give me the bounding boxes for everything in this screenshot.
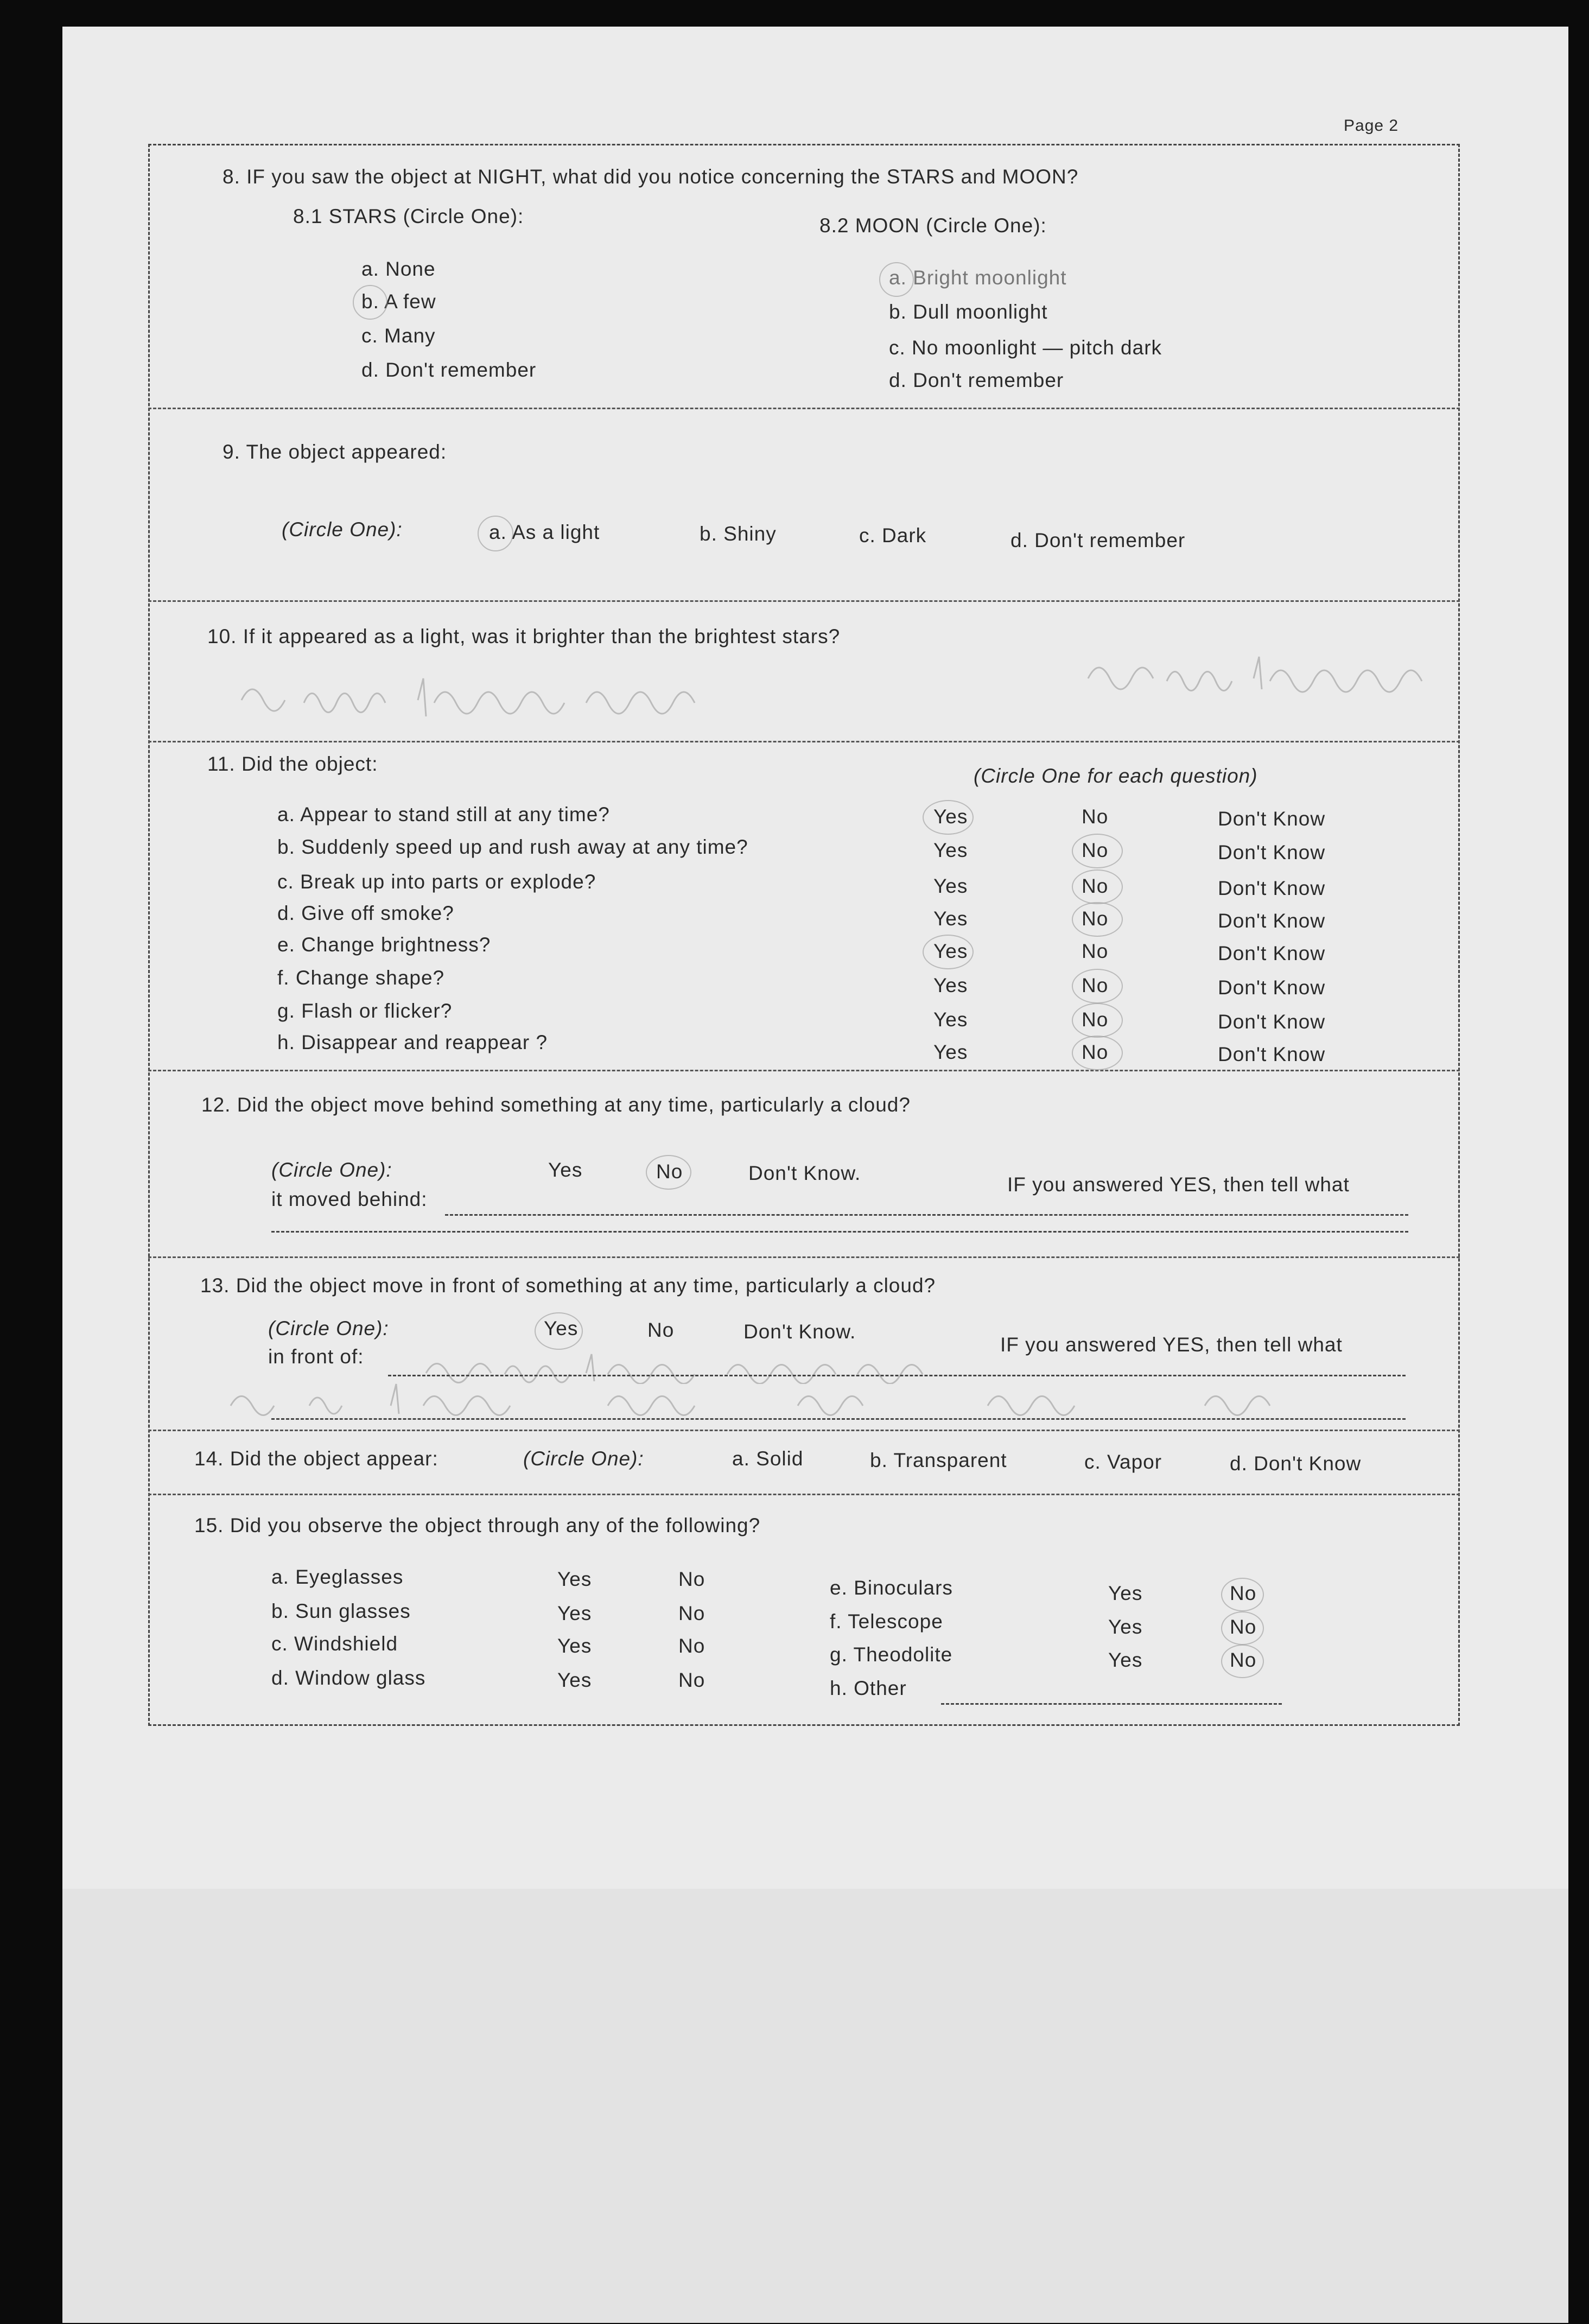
q11-no[interactable]: No: [1082, 1008, 1109, 1031]
q11-no[interactable]: No: [1082, 805, 1109, 828]
q11-dont-know[interactable]: Don't Know: [1218, 942, 1326, 964]
q15-yes[interactable]: Yes: [1108, 1582, 1143, 1604]
q8-moon-label: 8.2 MOON (Circle One):: [819, 214, 1047, 237]
q13-front-label: in front of:: [268, 1345, 364, 1368]
q11-no[interactable]: No: [1082, 940, 1109, 962]
q15-no[interactable]: No: [678, 1669, 705, 1691]
q13-answer-line[interactable]: [388, 1375, 1406, 1376]
q8-moon-option[interactable]: b. Dull moonlight: [889, 301, 1048, 323]
q13-no[interactable]: No: [647, 1319, 675, 1341]
q12-title: 12. Did the object move behind something at any time, particularly a cloud?: [201, 1094, 911, 1116]
q11-yes[interactable]: Yes: [933, 974, 968, 996]
q12-yes[interactable]: Yes: [548, 1159, 583, 1181]
q13-answer-line[interactable]: [271, 1418, 1406, 1420]
q12-answer-line[interactable]: [445, 1214, 1408, 1216]
q8-stars-option[interactable]: d. Don't remember: [361, 359, 537, 381]
q11-yes[interactable]: Yes: [933, 839, 968, 861]
q15-no[interactable]: No: [678, 1568, 705, 1590]
handwriting: [423, 1351, 993, 1384]
divider: [148, 1430, 1460, 1431]
divider: [148, 741, 1460, 742]
q15-yes[interactable]: Yes: [557, 1669, 592, 1691]
q11-no[interactable]: No: [1082, 974, 1109, 996]
answer-circle: [1221, 1578, 1264, 1611]
q13-dont-know[interactable]: Don't Know.: [743, 1320, 856, 1343]
page-number: Page 2: [1344, 117, 1399, 135]
q8-moon-option[interactable]: c. No moonlight — pitch dark: [889, 336, 1162, 359]
q15-yes[interactable]: Yes: [1108, 1649, 1143, 1671]
q11-yes[interactable]: Yes: [933, 805, 968, 828]
q12-circle-label: (Circle One):: [271, 1159, 392, 1181]
q12-behind-label: it moved behind:: [271, 1188, 428, 1210]
q11-item: h. Disappear and reappear ?: [277, 1031, 548, 1053]
q11-title: 11. Did the object:: [207, 753, 378, 775]
q15-no[interactable]: No: [1230, 1582, 1257, 1604]
q15-item: g. Theodolite: [830, 1643, 953, 1666]
q14-circle-label: (Circle One):: [523, 1447, 644, 1470]
q9-option[interactable]: b. Shiny: [700, 523, 777, 545]
q15-no[interactable]: No: [1230, 1616, 1257, 1638]
q8-title: 8. IF you saw the object at NIGHT, what did you notice concerning the STARS and MOON?: [223, 166, 1079, 188]
answer-circle: [879, 262, 914, 297]
q11-no[interactable]: No: [1082, 907, 1109, 930]
q11-item: f. Change shape?: [277, 967, 445, 989]
q8-moon-option[interactable]: a. Bright moonlight: [889, 266, 1067, 289]
q11-item: g. Flash or flicker?: [277, 1000, 453, 1022]
q12-no[interactable]: No: [656, 1160, 683, 1183]
q11-yes[interactable]: Yes: [933, 875, 968, 897]
q15-item: c. Windshield: [271, 1633, 398, 1655]
paper-lower: [62, 1889, 1568, 2323]
answer-circle: [923, 935, 974, 969]
q15-other-line[interactable]: [941, 1703, 1282, 1705]
q8-stars-label: 8.1 STARS (Circle One):: [293, 205, 524, 227]
answer-circle: [1072, 869, 1123, 904]
q15-item: d. Window glass: [271, 1667, 426, 1689]
q14-option[interactable]: d. Don't Know: [1230, 1452, 1362, 1475]
answer-circle: [923, 800, 974, 835]
q8-stars-option[interactable]: c. Many: [361, 325, 436, 347]
divider: [148, 1494, 1460, 1495]
q14-title: 14. Did the object appear:: [194, 1447, 438, 1470]
q15-item: e. Binoculars: [830, 1577, 953, 1599]
answer-circle: [1221, 1644, 1264, 1678]
q13-if-yes: IF you answered YES, then tell what: [1000, 1334, 1343, 1356]
divider: [148, 408, 1460, 409]
q11-dont-know[interactable]: Don't Know: [1218, 1011, 1326, 1033]
q11-item: a. Appear to stand still at any time?: [277, 803, 610, 826]
answer-circle: [353, 285, 387, 320]
answer-circle: [1221, 1611, 1264, 1645]
handwriting: [228, 1381, 1395, 1417]
handwriting: [1085, 651, 1444, 700]
q15-item: b. Sun glasses: [271, 1600, 411, 1622]
q11-dont-know[interactable]: Don't Know: [1218, 808, 1326, 830]
q12-answer-line[interactable]: [271, 1231, 1408, 1233]
q11-dont-know[interactable]: Don't Know: [1218, 841, 1326, 863]
answer-circle: [535, 1312, 583, 1350]
q12-if-yes: IF you answered YES, then tell what: [1007, 1173, 1350, 1196]
q13-yes[interactable]: Yes: [544, 1317, 579, 1339]
answer-circle: [1072, 902, 1123, 937]
q14-option[interactable]: c. Vapor: [1084, 1451, 1162, 1473]
divider: [148, 600, 1460, 602]
q11-no[interactable]: No: [1082, 839, 1109, 861]
answer-circle: [1072, 1036, 1123, 1070]
q13-circle-label: (Circle One):: [268, 1317, 389, 1339]
q11-dont-know[interactable]: Don't Know: [1218, 1043, 1326, 1065]
q15-item: a. Eyeglasses: [271, 1566, 404, 1588]
q11-no[interactable]: No: [1082, 875, 1109, 897]
q15-title: 15. Did you observe the object through any of the following?: [194, 1514, 761, 1536]
q15-item: f. Telescope: [830, 1610, 943, 1633]
q14-option[interactable]: b. Transparent: [870, 1449, 1007, 1471]
q11-yes[interactable]: Yes: [933, 907, 968, 930]
q15-no[interactable]: No: [678, 1602, 705, 1624]
q11-dont-know[interactable]: Don't Know: [1218, 877, 1326, 899]
q14-option[interactable]: a. Solid: [732, 1447, 804, 1470]
q15-no[interactable]: No: [678, 1635, 705, 1657]
q8-stars-option[interactable]: a. None: [361, 258, 436, 280]
answer-circle: [1072, 1003, 1123, 1038]
q9-title: 9. The object appeared:: [223, 441, 447, 463]
q11-item: c. Break up into parts or explode?: [277, 871, 596, 893]
divider: [148, 1070, 1460, 1071]
q11-circle-label: (Circle One for each question): [974, 765, 1258, 787]
answer-circle: [1072, 969, 1123, 1004]
divider: [148, 1256, 1460, 1258]
q11-dont-know[interactable]: Don't Know: [1218, 910, 1326, 932]
q15-yes[interactable]: Yes: [1108, 1616, 1143, 1638]
answer-circle: [646, 1155, 691, 1190]
q15-item: h. Other: [830, 1677, 907, 1699]
q8-stars-option[interactable]: b. A few: [361, 290, 436, 313]
q15-yes[interactable]: Yes: [557, 1635, 592, 1657]
q15-no[interactable]: No: [1230, 1649, 1257, 1671]
q11-item: d. Give off smoke?: [277, 902, 454, 924]
q11-yes[interactable]: Yes: [933, 1041, 968, 1063]
q12-dont-know[interactable]: Don't Know.: [748, 1162, 861, 1184]
q10-title: 10. If it appeared as a light, was it brighter than the brightest stars?: [207, 625, 841, 647]
q15-yes[interactable]: Yes: [557, 1602, 592, 1624]
q15-yes[interactable]: Yes: [557, 1568, 592, 1590]
q9-option[interactable]: c. Dark: [859, 524, 927, 547]
q11-yes[interactable]: Yes: [933, 1008, 968, 1031]
q8-moon-option[interactable]: d. Don't remember: [889, 369, 1064, 391]
q11-yes[interactable]: Yes: [933, 940, 968, 962]
q13-title: 13. Did the object move in front of something at any time, particularly a cloud?: [200, 1274, 936, 1297]
q9-option[interactable]: d. Don't remember: [1010, 529, 1186, 551]
q11-no[interactable]: No: [1082, 1041, 1109, 1063]
q11-item: e. Change brightness?: [277, 934, 491, 956]
q9-circle-label: (Circle One):: [282, 518, 403, 541]
answer-circle: [478, 516, 513, 551]
q11-item: b. Suddenly speed up and rush away at any time?: [277, 836, 748, 858]
answer-circle: [1072, 834, 1123, 868]
q9-option[interactable]: a. As a light: [489, 521, 600, 543]
handwriting: [239, 673, 1026, 722]
q11-dont-know[interactable]: Don't Know: [1218, 976, 1326, 999]
